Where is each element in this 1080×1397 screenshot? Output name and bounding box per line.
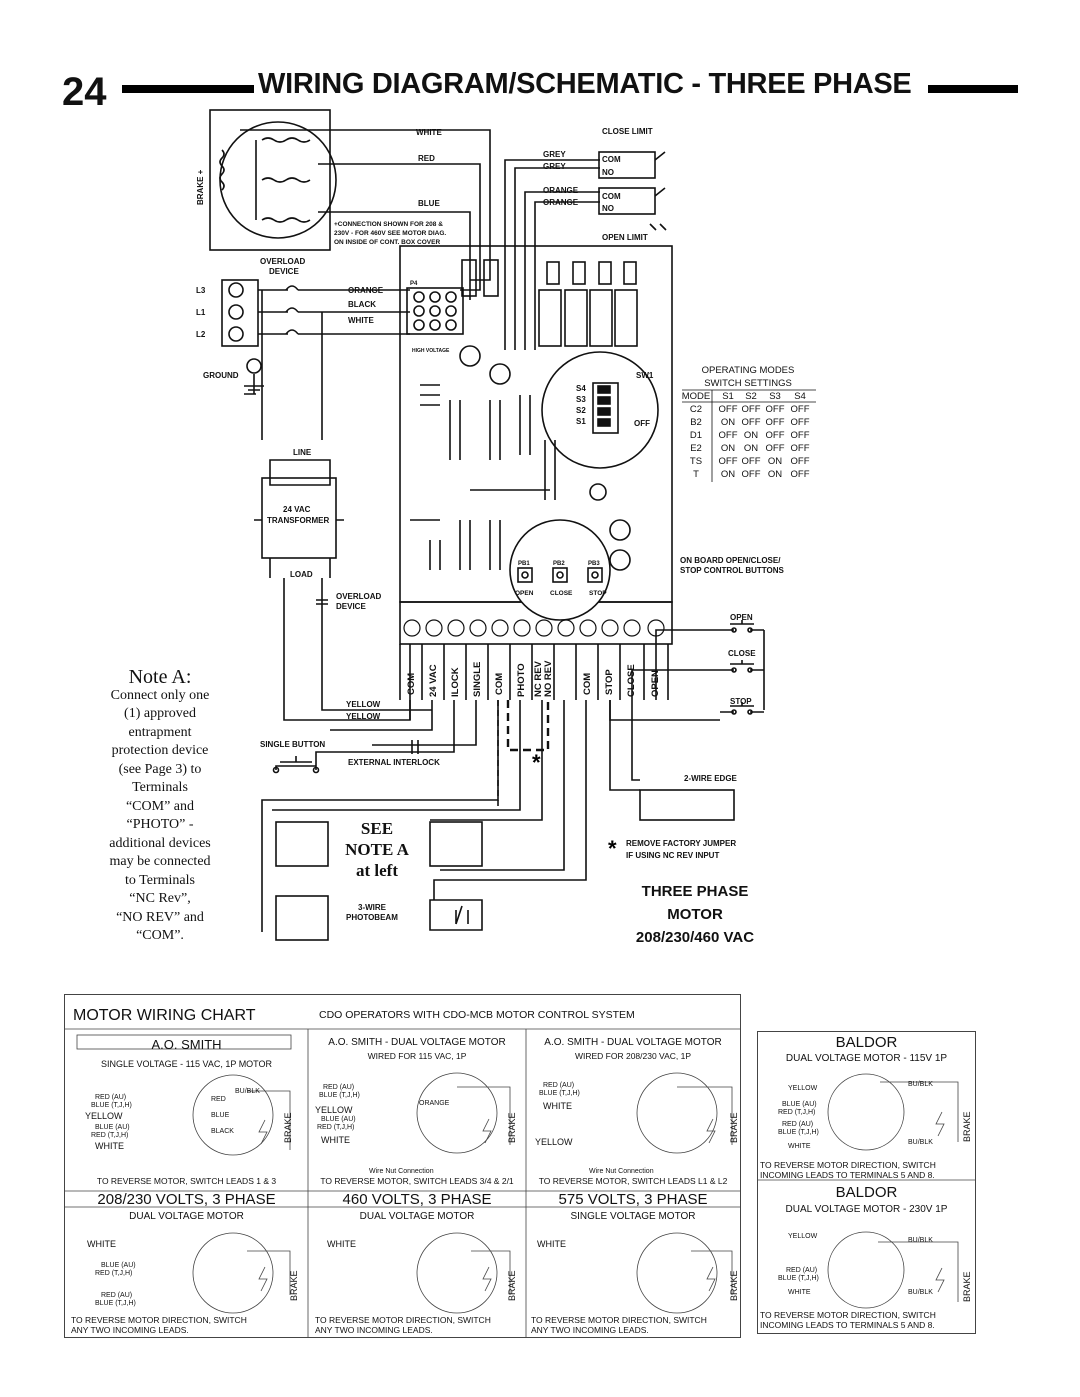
wire-label-orange-1: ORANGE xyxy=(543,186,579,195)
v575-title: 575 VOLTS, 3 PHASE xyxy=(558,1191,708,1208)
lead-blue-tjh-4: BLUE (T,J,H) xyxy=(95,1300,136,1307)
modes-table-cell: D1 xyxy=(689,430,703,441)
modes-table-cell: ON xyxy=(720,443,736,454)
baldor-panel xyxy=(757,1031,976,1334)
page-number: 24 xyxy=(62,70,107,114)
terminal-open: OPEN xyxy=(650,670,661,697)
terminal-no-rev: NO REV xyxy=(543,660,554,697)
brake-label-6: BRAKE xyxy=(729,1270,739,1301)
lead-red-1: RED xyxy=(211,1096,226,1103)
baldor-lead-yellow-2: YELLOW xyxy=(788,1233,818,1240)
wire-nut-2: Wire Nut Connection xyxy=(589,1168,654,1175)
ao-dual-230-title: A.O. SMITH - DUAL VOLTAGE MOTOR xyxy=(544,1037,722,1048)
ao-dual-230-reverse: TO REVERSE MOTOR, SWITCH LEADS L1 & L2 xyxy=(538,1176,728,1186)
wire-label-white: WHITE xyxy=(416,128,442,137)
v575-sub: SINGLE VOLTAGE MOTOR xyxy=(570,1211,696,1222)
see-note-a xyxy=(342,818,412,881)
note-a-line: additional devices xyxy=(109,835,211,851)
terminal-single: SINGLE xyxy=(472,661,483,697)
modes-title-1: OPERATING MODES xyxy=(701,365,795,376)
brake-label-3: BRAKE xyxy=(729,1112,739,1143)
line-l3: L3 xyxy=(196,286,206,295)
modes-table-cell: ON xyxy=(720,469,736,480)
chart-title: MOTOR WIRING CHART xyxy=(73,1007,256,1024)
baldor-lead-red-au: RED (AU) xyxy=(782,1121,814,1128)
baldor-lead-white: WHITE xyxy=(788,1143,811,1150)
wire-nut-1: Wire Nut Connection xyxy=(369,1168,434,1175)
motor-line-1: THREE PHASE xyxy=(641,883,749,900)
baldor-sub-2: DUAL VOLTAGE MOTOR - 230V 1P xyxy=(785,1204,948,1215)
modes-header-cell: S2 xyxy=(745,391,757,402)
open-limit-no: NO xyxy=(602,204,614,213)
terminal-com-2: COM xyxy=(494,672,505,695)
lead-blue-au: BLUE (AU) xyxy=(95,1124,130,1131)
modes-table-cell: ON xyxy=(743,430,759,441)
note-a-line: protection device xyxy=(111,743,209,758)
v460-reverse-1: TO REVERSE MOTOR DIRECTION, SWITCH xyxy=(315,1315,491,1325)
lead-white-4: WHITE xyxy=(87,1239,116,1249)
onboard-label-1: ON BOARD OPEN/CLOSE/ xyxy=(680,556,781,565)
baldor-lead-bublk-4: BU/BLK xyxy=(908,1289,933,1296)
note-a-line: (1) approved xyxy=(124,706,196,721)
terminal-stop: STOP xyxy=(604,669,615,695)
modes-table-cell: C2 xyxy=(689,404,703,415)
note-a-heading: Note A: xyxy=(128,666,192,688)
baldor-brake-1: BRAKE xyxy=(962,1111,972,1142)
baldor-lead-bublk-3: BU/BLK xyxy=(908,1237,933,1244)
switch-s3: S3 xyxy=(576,395,586,404)
wire-label-yellow-2: YELLOW xyxy=(346,712,381,721)
terminal-24vac: 24 VAC xyxy=(428,664,439,697)
modes-table-cell: OFF xyxy=(718,456,738,467)
modes-header-cell: MODE xyxy=(681,391,711,402)
baldor-lead-bublk-2: BU/BLK xyxy=(908,1139,933,1146)
note-a-line: Connect only one xyxy=(110,687,210,703)
switch-s1: S1 xyxy=(576,417,586,426)
wire-label-red: RED xyxy=(418,154,435,163)
photobeam-label-1: 3-WIRE xyxy=(358,903,386,912)
modes-table-cell: OFF xyxy=(741,417,761,428)
v208-reverse xyxy=(71,1315,247,1335)
v460-reverse xyxy=(315,1315,491,1335)
wire-label-grey-1: GREY xyxy=(543,150,566,159)
v208-reverse-2: ANY TWO INCOMING LEADS. xyxy=(71,1325,189,1335)
button-open-label: OPEN xyxy=(515,590,534,597)
modes-table-cell: OFF xyxy=(741,469,761,480)
v575-reverse-1: TO REVERSE MOTOR DIRECTION, SWITCH xyxy=(531,1315,707,1325)
button-pb2: PB2 xyxy=(553,561,565,567)
modes-table-cell: OFF xyxy=(741,456,761,467)
baldor-lead-red-au-2: RED (AU) xyxy=(786,1267,818,1274)
switch-off-label: OFF xyxy=(634,419,650,428)
switch-s2: S2 xyxy=(576,406,586,415)
v460-sub: DUAL VOLTAGE MOTOR xyxy=(359,1211,475,1222)
close-limit-com: COM xyxy=(602,155,621,164)
brake-label-5: BRAKE xyxy=(507,1270,517,1301)
modes-table-cell: ON xyxy=(743,443,759,454)
ao-smith-title: A.O. SMITH xyxy=(151,1037,222,1052)
v575-reverse-2: ANY TWO INCOMING LEADS. xyxy=(531,1325,649,1335)
baldor-reverse-2 xyxy=(760,1310,936,1330)
high-voltage-label: HIGH VOLTAGE xyxy=(412,348,450,354)
lead-yellow: YELLOW xyxy=(85,1111,123,1121)
lead-yellow-3: YELLOW xyxy=(535,1137,573,1147)
brake-label-4: BRAKE xyxy=(289,1270,299,1301)
note-a-line: “NC Rev”, xyxy=(129,891,191,906)
wire-label-orange-2: ORANGE xyxy=(543,198,579,207)
lead-red-au-2: RED (AU) xyxy=(323,1084,355,1091)
sw1-label: SW1 xyxy=(636,371,654,380)
ao-smith-reverse: TO REVERSE MOTOR, SWITCH LEADS 1 & 3 xyxy=(96,1176,277,1186)
close-limit-label: CLOSE LIMIT xyxy=(602,127,653,136)
modes-table-cell: OFF xyxy=(718,430,738,441)
overload-device-2b: DEVICE xyxy=(336,602,366,611)
modes-table-cell: E2 xyxy=(690,443,702,454)
lead-blue-tjh: BLUE (T,J,H) xyxy=(91,1102,132,1109)
lead-red-tjh-4: RED (T,J,H) xyxy=(95,1270,133,1277)
lead-red-au-4: RED (AU) xyxy=(101,1292,133,1299)
switch-s4: S4 xyxy=(576,384,586,393)
baldor-sub-1: DUAL VOLTAGE MOTOR - 115V 1P xyxy=(785,1053,948,1064)
v208-title: 208/230 VOLTS, 3 PHASE xyxy=(97,1191,276,1208)
photobeam-label-2: PHOTOBEAM xyxy=(346,913,398,922)
asterisk-mark: * xyxy=(532,750,541,775)
note-a-line: (see Page 3) to xyxy=(118,761,202,777)
open-pushbutton-label: OPEN xyxy=(730,613,753,622)
brake-label: BRAKE + xyxy=(196,169,205,205)
overload-device-1b: DEVICE xyxy=(269,267,299,276)
modes-table-cell: OFF xyxy=(765,430,785,441)
note-a-line: “NO REV” and xyxy=(116,909,204,925)
ao-dual-115-sub: WIRED FOR 115 VAC, 1P xyxy=(367,1051,467,1061)
modes-table-cell: OFF xyxy=(741,404,761,415)
button-close-label: CLOSE xyxy=(550,590,573,597)
motor-line-3: 208/230/460 VAC xyxy=(635,929,755,946)
baldor-lead-blue-tjh-2: BLUE (T,J,H) xyxy=(778,1275,819,1282)
wire-label-black: BLACK xyxy=(348,300,376,309)
modes-table-cell: OFF xyxy=(765,417,785,428)
note-a-line: “PHOTO” - xyxy=(126,817,194,832)
brake-label-1: BRAKE xyxy=(283,1112,293,1143)
lead-white: WHITE xyxy=(95,1141,124,1151)
lead-bublk-1: BU/BLK xyxy=(235,1088,260,1095)
modes-table-cell: OFF xyxy=(790,417,810,428)
baldor-lead-yellow: YELLOW xyxy=(788,1085,818,1092)
motor-wiring-chart xyxy=(64,994,741,1338)
baldor-lead-blue-au: BLUE (AU) xyxy=(782,1101,817,1108)
see-note-line-1: SEE xyxy=(360,819,394,838)
wire-label-grey-2: GREY xyxy=(543,162,566,171)
baldor-title-2: BALDOR xyxy=(835,1184,898,1201)
lead-white-6: WHITE xyxy=(537,1239,566,1249)
connection-note-1: +CONNECTION SHOWN FOR 208 & xyxy=(334,221,443,228)
line-label: LINE xyxy=(293,448,312,457)
note-a-line: “COM”. xyxy=(136,928,184,943)
baldor-reverse-2a: TO REVERSE MOTOR DIRECTION, SWITCH xyxy=(760,1310,936,1320)
terminal-com-1: COM xyxy=(406,672,417,695)
transformer-label-1: 24 VAC xyxy=(283,505,311,514)
modes-table-cell: ON xyxy=(767,456,783,467)
overload-device-1a: OVERLOAD xyxy=(260,257,306,266)
overload-device-2a: OVERLOAD xyxy=(336,592,382,601)
lead-red-tjh-2: RED (T,J,H) xyxy=(317,1124,355,1131)
modes-table-cell: OFF xyxy=(790,430,810,441)
lead-blue-au-2: BLUE (AU) xyxy=(321,1116,356,1123)
wire-label-yellow-1: YELLOW xyxy=(346,700,381,709)
wire-label-orange-3: ORANGE xyxy=(348,286,384,295)
lead-red-au: RED (AU) xyxy=(95,1094,127,1101)
modes-table-cell: ON xyxy=(767,469,783,480)
transformer-label-2: TRANSFORMER xyxy=(267,516,330,525)
lead-white-3: WHITE xyxy=(543,1101,572,1111)
external-interlock-label: EXTERNAL INTERLOCK xyxy=(348,758,440,767)
lead-blue-1: BLUE xyxy=(211,1112,230,1119)
note-a xyxy=(90,668,230,946)
baldor-lead-red-tjh: RED (T,J,H) xyxy=(778,1109,816,1116)
baldor-lead-white-2: WHITE xyxy=(788,1289,811,1296)
two-wire-edge-label: 2-WIRE EDGE xyxy=(684,774,737,783)
baldor-brake-2: BRAKE xyxy=(962,1271,972,1302)
button-pb1: PB1 xyxy=(518,561,530,567)
wire-label-white-2: WHITE xyxy=(348,316,374,325)
baldor-lead-bublk: BU/BLK xyxy=(908,1081,933,1088)
brake-label-2: BRAKE xyxy=(507,1112,517,1143)
baldor-reverse-1 xyxy=(760,1160,936,1180)
note-a-line: may be connected xyxy=(109,854,211,869)
close-limit-no: NO xyxy=(602,168,614,177)
see-note-line-2: NOTE A xyxy=(345,840,409,859)
modes-table-cell: OFF xyxy=(790,443,810,454)
modes-table-cell: ON xyxy=(720,417,736,428)
page-title: WIRING DIAGRAM/SCHEMATIC - THREE PHASE xyxy=(258,68,912,100)
remove-jumper-2: IF USING NC REV INPUT xyxy=(626,851,720,860)
chart-subtitle: CDO OPERATORS WITH CDO-MCB MOTOR CONTROL SYSTEM xyxy=(319,1009,635,1021)
modes-table-cell: OFF xyxy=(790,404,810,415)
terminal-com-3: COM xyxy=(582,672,593,695)
ao-smith-sub: SINGLE VOLTAGE - 115 VAC, 1P MOTOR xyxy=(100,1059,273,1069)
motor-line-2: MOTOR xyxy=(667,906,723,923)
modes-header-cell: S3 xyxy=(769,391,781,402)
asterisk-mark-2: * xyxy=(608,836,617,861)
note-a-line: to Terminals xyxy=(125,872,195,888)
terminal-photo: PHOTO xyxy=(516,663,527,697)
modes-table-cell: OFF xyxy=(765,404,785,415)
modes-title-2: SWITCH SETTINGS xyxy=(704,378,792,389)
note-a-line: entrapment xyxy=(128,724,192,740)
single-button-label: SINGLE BUTTON xyxy=(260,740,326,749)
note-a-line: “COM” and xyxy=(125,798,195,814)
baldor-reverse-2b: INCOMING LEADS TO TERMINALS 5 AND 8. xyxy=(760,1320,935,1330)
baldor-reverse-1a: TO REVERSE MOTOR DIRECTION, SWITCH xyxy=(760,1160,936,1170)
lead-white-2: WHITE xyxy=(321,1135,350,1145)
baldor-lead-blue-tjh: BLUE (T,J,H) xyxy=(778,1129,819,1136)
lead-orange-2: ORANGE xyxy=(419,1100,450,1107)
see-note-line-3: at left xyxy=(355,861,398,880)
operating-modes-table xyxy=(678,362,820,484)
lead-black-1: BLACK xyxy=(211,1128,234,1135)
open-limit-label: OPEN LIMIT xyxy=(602,233,648,242)
open-limit-com: COM xyxy=(602,192,621,201)
modes-table-cell: TS xyxy=(689,456,703,467)
baldor-reverse-1b: INCOMING LEADS TO TERMINALS 5 AND 8. xyxy=(760,1170,935,1180)
remove-jumper-1: REMOVE FACTORY JUMPER xyxy=(626,839,737,848)
load-label: LOAD xyxy=(290,570,313,579)
note-a-body xyxy=(90,687,230,946)
connection-note-3: ON INSIDE OF CONT. BOX COVER xyxy=(334,239,441,246)
close-pushbutton-label: CLOSE xyxy=(728,649,756,658)
baldor-title-1: BALDOR xyxy=(835,1034,898,1051)
ao-dual-115-reverse: TO REVERSE MOTOR, SWITCH LEADS 3/4 & 2/1 xyxy=(320,1176,514,1186)
terminal-close: CLOSE xyxy=(626,664,637,697)
modes-table-cell: B2 xyxy=(690,417,702,428)
modes-table-cell: OFF xyxy=(718,404,738,415)
wire-label-blue: BLUE xyxy=(418,199,440,208)
lead-blue-au-4: BLUE (AU) xyxy=(101,1262,136,1269)
line-l1: L1 xyxy=(196,308,206,317)
ground-label: GROUND xyxy=(203,371,239,380)
ao-dual-115-title: A.O. SMITH - DUAL VOLTAGE MOTOR xyxy=(328,1037,506,1048)
lead-yellow-2: YELLOW xyxy=(315,1105,353,1115)
terminal-ilock: ILOCK xyxy=(450,667,461,697)
v208-sub: DUAL VOLTAGE MOTOR xyxy=(129,1211,244,1222)
v460-title: 460 VOLTS, 3 PHASE xyxy=(342,1191,492,1208)
note-a-line: Terminals xyxy=(132,780,188,795)
lead-red-au-3: RED (AU) xyxy=(543,1082,575,1089)
lead-white-5: WHITE xyxy=(327,1239,356,1249)
v460-reverse-2: ANY TWO INCOMING LEADS. xyxy=(315,1325,433,1335)
button-pb3: PB3 xyxy=(588,561,600,567)
modes-table-cell: OFF xyxy=(790,469,810,480)
baldor-diagrams xyxy=(758,1032,975,1333)
modes-table-cell: OFF xyxy=(790,456,810,467)
lead-blue-tjh-2: BLUE (T,J,H) xyxy=(319,1092,360,1099)
modes-header-cell: S4 xyxy=(794,391,806,402)
modes-header-cell: S1 xyxy=(722,391,734,402)
modes-table-cell: T xyxy=(693,469,699,480)
modes-table-cell: OFF xyxy=(765,443,785,454)
lead-red-tjh: RED (T,J,H) xyxy=(91,1132,129,1139)
button-stop-label: STOP xyxy=(589,590,607,597)
three-phase-motor-label xyxy=(610,880,780,949)
onboard-label-2: STOP CONTROL BUTTONS xyxy=(680,566,784,575)
v575-reverse xyxy=(531,1315,707,1335)
ao-dual-230-sub: WIRED FOR 208/230 VAC, 1P xyxy=(574,1051,692,1061)
lead-blue-tjh-3: BLUE (T,J,H) xyxy=(539,1090,580,1097)
terminal-nc-rev: NC REV xyxy=(533,661,544,697)
v208-reverse-1: TO REVERSE MOTOR DIRECTION, SWITCH xyxy=(71,1315,247,1325)
p4-label: P4 xyxy=(410,281,418,287)
line-l2: L2 xyxy=(196,330,206,339)
stop-pushbutton-label: STOP xyxy=(730,697,752,706)
connection-note-2: 230V - FOR 460V SEE MOTOR DIAG. xyxy=(334,230,447,237)
